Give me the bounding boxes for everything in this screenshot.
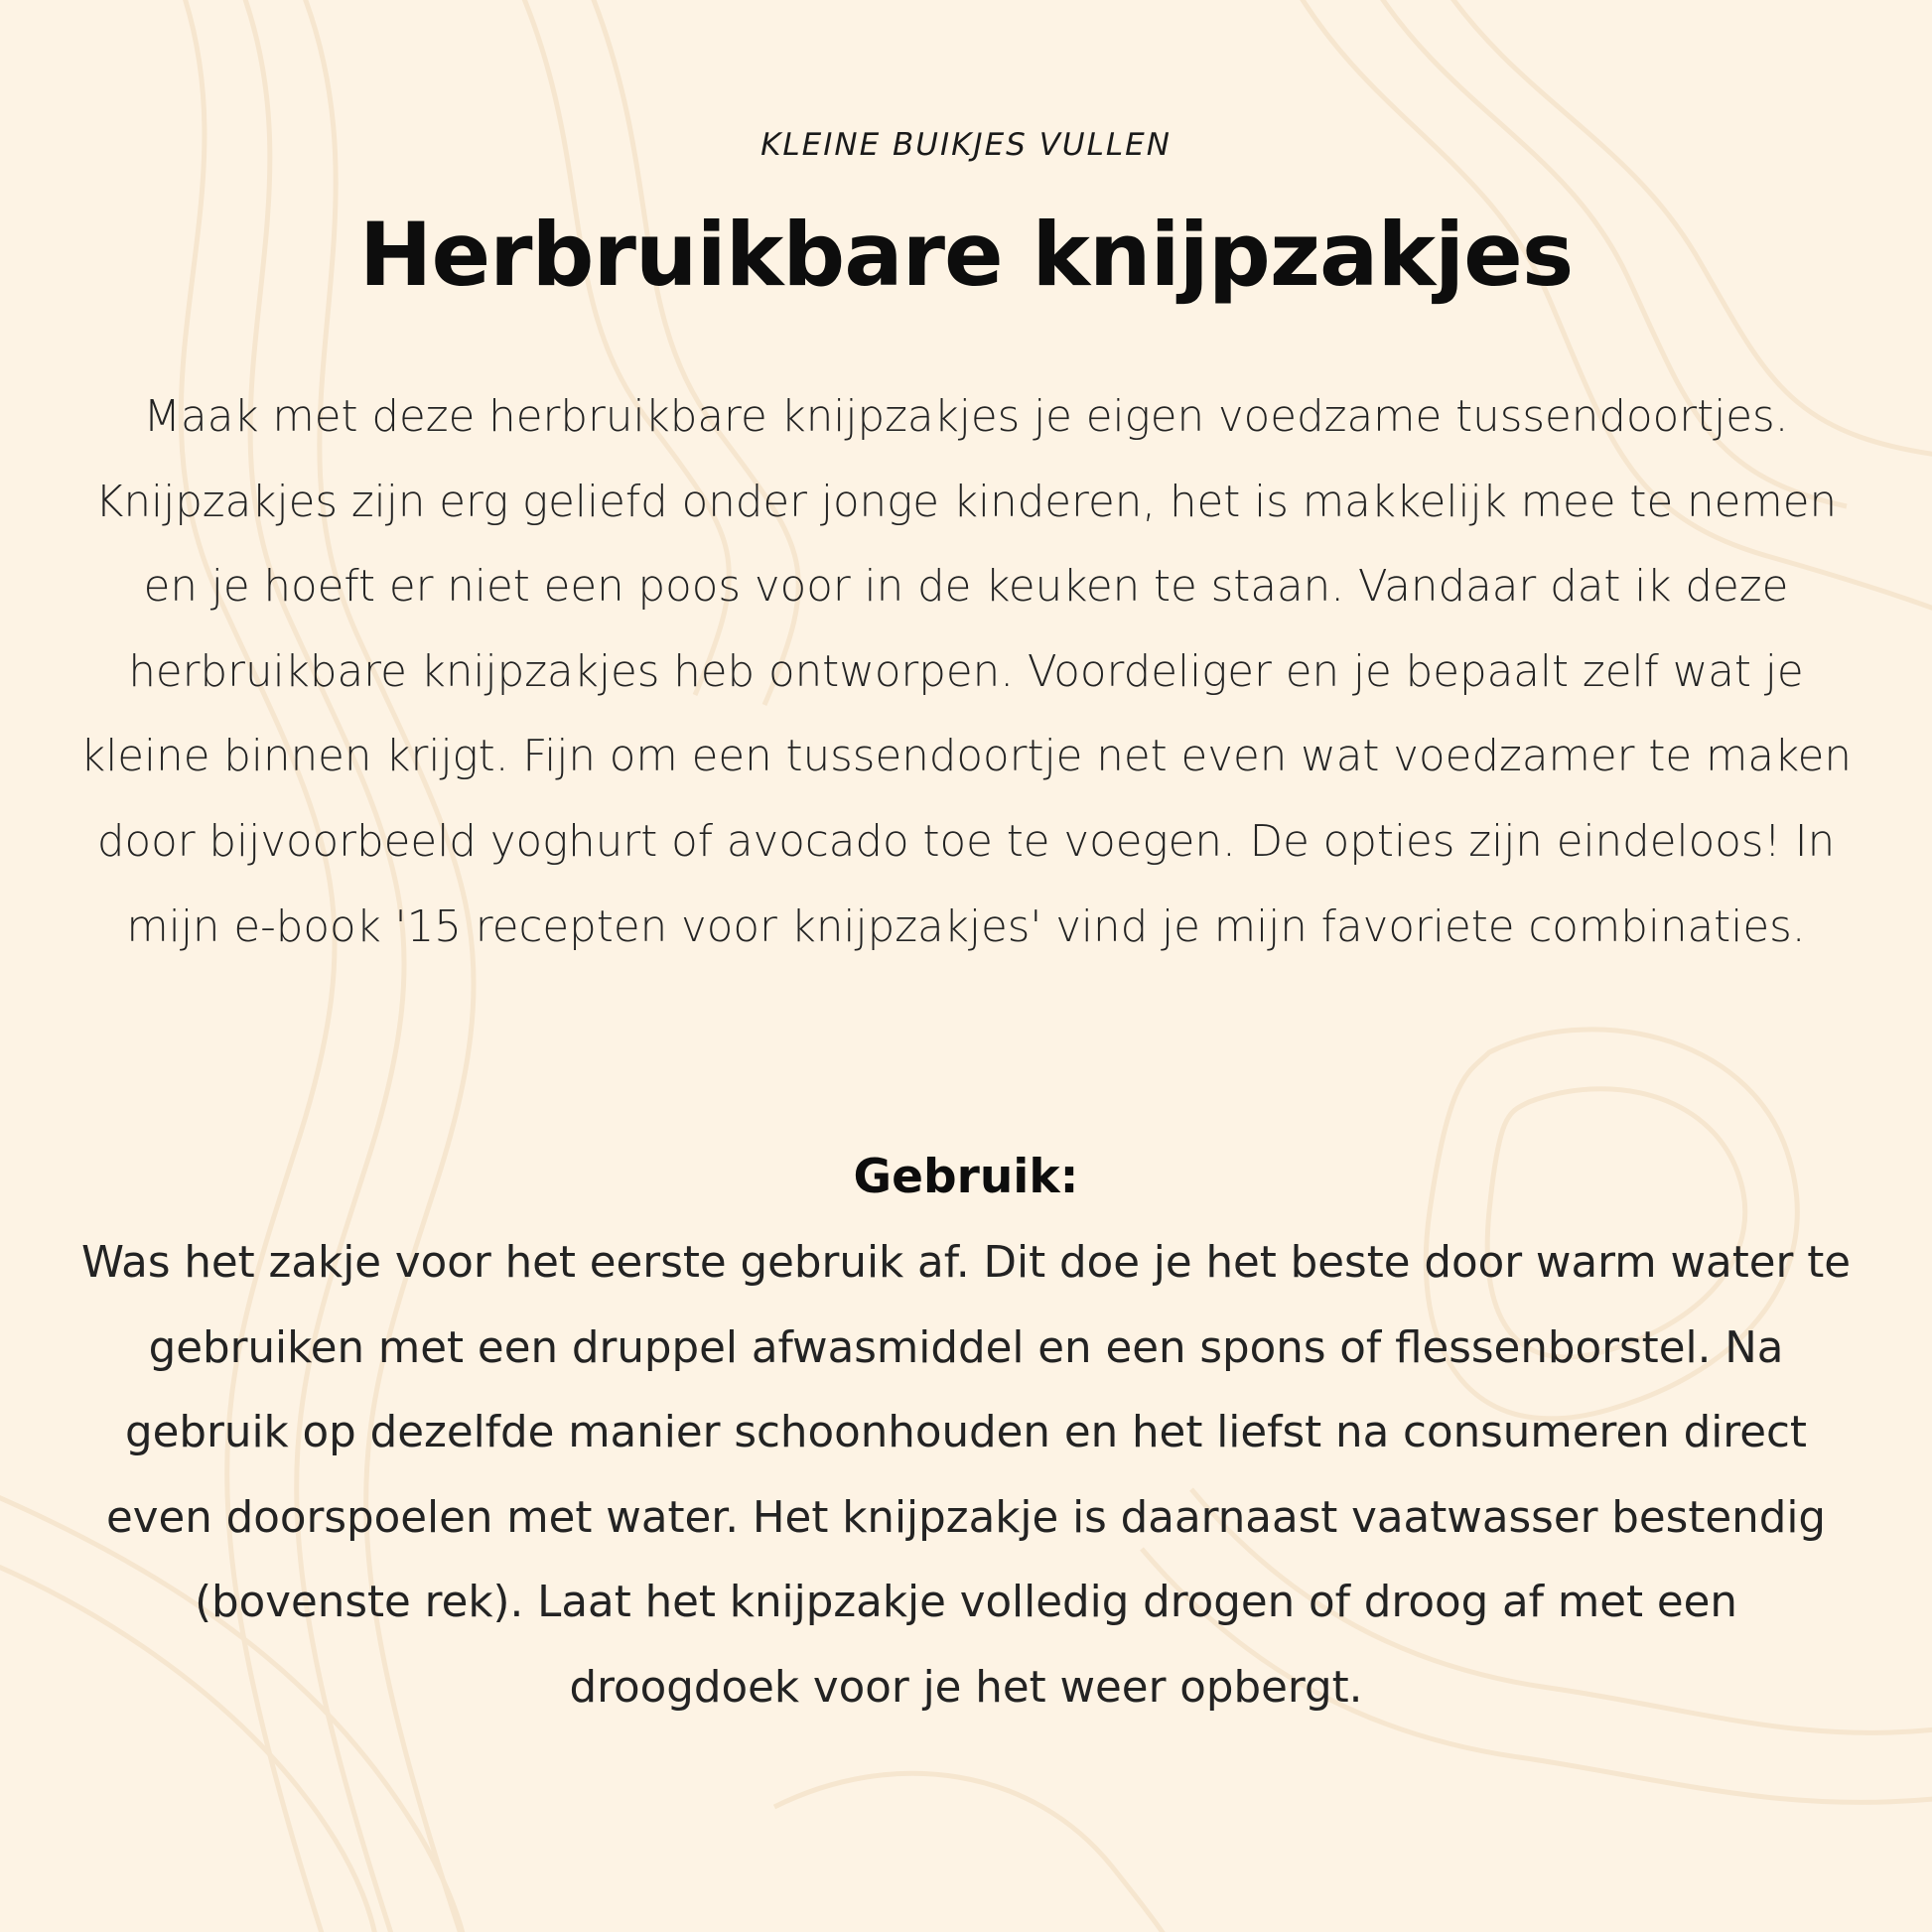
usage-heading: Gebruik:: [853, 1150, 1079, 1204]
intro-paragraph: Maak met deze herbruikbare knijpzakjes je eigen voedzame tussendoortjes. Knijpzakjes zijn erg geliefd onder jonge kinderen, het is makkelijk mee te nemen en je hoeft er niet een poos voor in de keuken te staan. Vandaar dat ik deze herbruikbare knijpzakjes heb ontworpen. Voordeliger en je bepaalt zelf wat je kleine binnen krijgt. Fijn om een tussendoortje net even wat voedzamer te maken door bijvoorbeeld yoghurt of avocado toe te voegen. De opties zijn eindeloos! In mijn e-book '15 recepten voor knijpzakjes' vind je mijn favoriete combinaties.: [80, 392, 1852, 952]
kicker-text: KLEINE BUIKJES VULLEN: [760, 127, 1172, 163]
page-title: Herbruikbare knijpzakjes: [358, 204, 1574, 306]
usage-paragraph: Was het zakje voor het eerste gebruik af. Dit doe je het beste door warm water te gebruiken met een druppel afwasmiddel en een spons of flessenborstel. Na gebruik op dezelfde manier schoonhouden en het liefst na consumeren direct even doorspoelen met water. Het knijpzakje is daarnaast vaatwasser bestendig (bovenste rek). Laat het knijpzakje volledig drogen of droog af met een droogdoek voor je het weer opbergt.: [80, 1238, 1852, 1713]
